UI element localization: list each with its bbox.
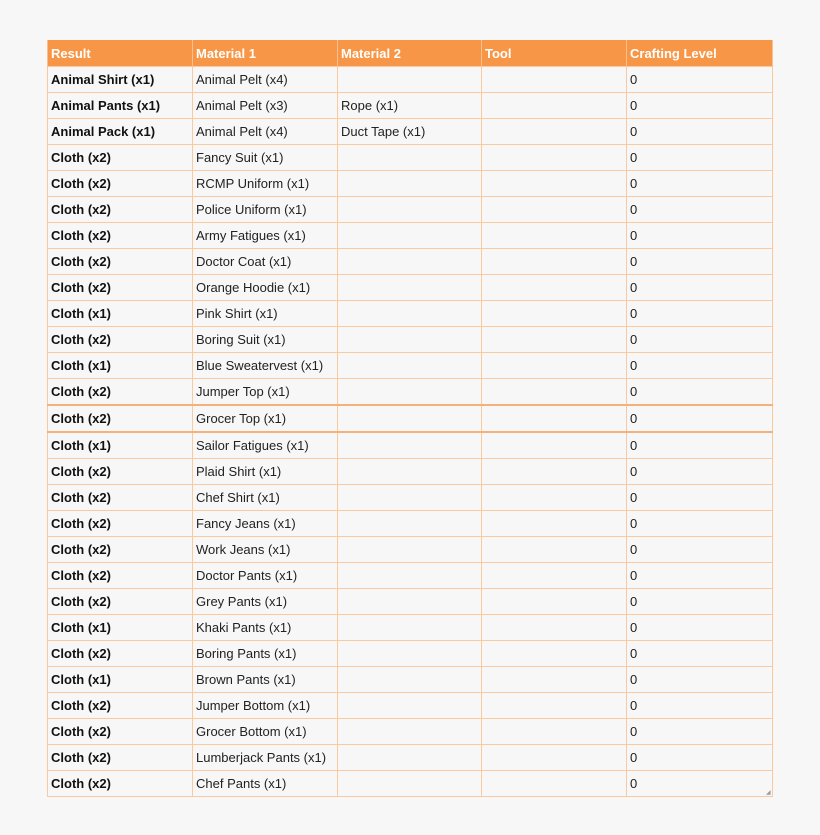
cell-material-1[interactable]: Fancy Suit (x1) [193, 145, 338, 171]
cell-material-2[interactable] [338, 459, 482, 485]
table-row [48, 459, 773, 485]
cell-material-2[interactable] [338, 405, 482, 432]
table-row [48, 379, 773, 406]
cell-crafting-level[interactable]: 0 [627, 537, 773, 563]
cell-material-2[interactable] [338, 563, 482, 589]
cell-tool[interactable] [482, 745, 627, 771]
table-row [48, 119, 773, 145]
cell-tool[interactable] [482, 719, 627, 745]
cell-material-1[interactable]: Police Uniform (x1) [193, 197, 338, 223]
cell-material-1[interactable]: Jumper Bottom (x1) [193, 693, 338, 719]
cell-crafting-level[interactable]: 0 [627, 353, 773, 379]
cell-material-1[interactable]: Sailor Fatigues (x1) [193, 432, 338, 459]
cell-crafting-level[interactable]: 0 [627, 119, 773, 145]
cell-material-1[interactable]: Chef Pants (x1) [193, 771, 338, 797]
cell-crafting-level[interactable]: 0 [627, 275, 773, 301]
cell-crafting-level[interactable]: 0 [627, 615, 773, 641]
cell-crafting-level[interactable]: 0 [627, 459, 773, 485]
cell-crafting-level[interactable]: 0 [627, 93, 773, 119]
cell-material-1[interactable]: Boring Pants (x1) [193, 641, 338, 667]
header-tool[interactable]: Tool [482, 40, 627, 67]
cell-result[interactable]: Cloth (x1) [48, 301, 193, 327]
cell-crafting-level[interactable]: 0 [627, 145, 773, 171]
cell-material-1[interactable]: Fancy Jeans (x1) [193, 511, 338, 537]
cell-material-1[interactable]: Grocer Top (x1) [193, 405, 338, 432]
cell-tool[interactable] [482, 563, 627, 589]
table-row [48, 641, 773, 667]
table-row [48, 301, 773, 327]
table-row [48, 589, 773, 615]
table-row [48, 563, 773, 589]
cell-crafting-level[interactable]: 0 [627, 223, 773, 249]
cell-material-2[interactable] [338, 719, 482, 745]
table-row [48, 771, 773, 797]
cell-material-1[interactable]: Work Jeans (x1) [193, 537, 338, 563]
cell-material-2[interactable] [338, 641, 482, 667]
table-row [48, 249, 773, 275]
cell-result[interactable]: Cloth (x2) [48, 745, 193, 771]
cell-material-2[interactable] [338, 511, 482, 537]
cell-result[interactable]: Cloth (x2) [48, 405, 193, 432]
table-row [48, 485, 773, 511]
cell-crafting-level[interactable]: 0 [627, 641, 773, 667]
cell-crafting-level[interactable]: 0 [627, 67, 773, 93]
cell-result[interactable]: Cloth (x2) [48, 223, 193, 249]
cell-material-2[interactable] [338, 745, 482, 771]
cell-tool[interactable] [482, 119, 627, 145]
cell-crafting-level[interactable]: 0 [627, 405, 773, 432]
cell-crafting-level[interactable]: 0 [627, 301, 773, 327]
cell-crafting-level[interactable]: 0 [627, 745, 773, 771]
cell-tool[interactable] [482, 353, 627, 379]
cell-crafting-level[interactable]: 0 [627, 197, 773, 223]
cell-material-1[interactable]: Blue Sweatervest (x1) [193, 353, 338, 379]
cell-crafting-level[interactable]: 0 [627, 171, 773, 197]
cell-crafting-level[interactable]: 0 [627, 485, 773, 511]
cell-material-2[interactable] [338, 171, 482, 197]
cell-result[interactable]: Cloth (x2) [48, 459, 193, 485]
cell-result[interactable]: Cloth (x2) [48, 249, 193, 275]
cell-tool[interactable] [482, 379, 627, 406]
cell-tool[interactable] [482, 771, 627, 797]
table-row [48, 327, 773, 353]
table-row [48, 511, 773, 537]
cell-material-1[interactable]: Doctor Pants (x1) [193, 563, 338, 589]
cell-result[interactable]: Cloth (x2) [48, 327, 193, 353]
header-crafting-level[interactable]: Crafting Level [627, 40, 773, 67]
header-material-1[interactable]: Material 1 [193, 40, 338, 67]
cell-material-2[interactable] [338, 223, 482, 249]
cell-tool[interactable] [482, 145, 627, 171]
header-material-2[interactable]: Material 2 [338, 40, 482, 67]
cell-result[interactable]: Cloth (x2) [48, 197, 193, 223]
cell-material-1[interactable]: Boring Suit (x1) [193, 327, 338, 353]
cell-tool[interactable] [482, 432, 627, 459]
cell-tool[interactable] [482, 485, 627, 511]
cell-tool[interactable] [482, 459, 627, 485]
cell-result[interactable]: Cloth (x2) [48, 641, 193, 667]
cell-tool[interactable] [482, 327, 627, 353]
cell-material-2[interactable] [338, 67, 482, 93]
cell-material-2[interactable] [338, 145, 482, 171]
cell-result[interactable]: Cloth (x1) [48, 667, 193, 693]
cell-material-1[interactable]: RCMP Uniform (x1) [193, 171, 338, 197]
table-row [48, 197, 773, 223]
table-row [48, 667, 773, 693]
cell-tool[interactable] [482, 511, 627, 537]
cell-tool[interactable] [482, 405, 627, 432]
cell-result[interactable]: Cloth (x2) [48, 145, 193, 171]
table-row [48, 405, 773, 432]
cell-material-1[interactable]: Animal Pelt (x4) [193, 67, 338, 93]
cell-crafting-level[interactable]: 0 [627, 511, 773, 537]
cell-material-1[interactable]: Grocer Bottom (x1) [193, 719, 338, 745]
cell-result[interactable]: Cloth (x2) [48, 511, 193, 537]
cell-material-1[interactable]: Plaid Shirt (x1) [193, 459, 338, 485]
cell-tool[interactable] [482, 693, 627, 719]
table-row [48, 145, 773, 171]
cell-material-2[interactable] [338, 301, 482, 327]
cell-material-2[interactable] [338, 353, 482, 379]
cell-result[interactable]: Cloth (x1) [48, 432, 193, 459]
table-row [48, 353, 773, 379]
cell-material-1[interactable]: Lumberjack Pants (x1) [193, 745, 338, 771]
cell-material-1[interactable]: Pink Shirt (x1) [193, 301, 338, 327]
cell-crafting-level[interactable]: 0 [627, 249, 773, 275]
cell-material-1[interactable]: Animal Pelt (x4) [193, 119, 338, 145]
table-row [48, 537, 773, 563]
cell-result[interactable]: Cloth (x2) [48, 537, 193, 563]
crafting-table [47, 40, 773, 797]
cell-material-2[interactable]: Duct Tape (x1) [338, 119, 482, 145]
cell-crafting-level[interactable]: 0 [627, 379, 773, 406]
cell-result[interactable]: Cloth (x1) [48, 615, 193, 641]
cell-material-2[interactable] [338, 589, 482, 615]
cell-material-2[interactable] [338, 667, 482, 693]
cell-material-1[interactable]: Khaki Pants (x1) [193, 615, 338, 641]
cell-material-2[interactable] [338, 249, 482, 275]
cell-material-2[interactable] [338, 615, 482, 641]
cell-material-1[interactable]: Doctor Coat (x1) [193, 249, 338, 275]
cell-material-2[interactable] [338, 771, 482, 797]
cell-result[interactable]: Cloth (x2) [48, 589, 193, 615]
cell-material-2[interactable] [338, 275, 482, 301]
table-row [48, 171, 773, 197]
cell-material-1[interactable]: Grey Pants (x1) [193, 589, 338, 615]
cell-material-1[interactable]: Brown Pants (x1) [193, 667, 338, 693]
cell-crafting-level[interactable]: 0 [627, 667, 773, 693]
cell-material-1[interactable]: Orange Hoodie (x1) [193, 275, 338, 301]
table-row [48, 432, 773, 459]
cell-tool[interactable] [482, 641, 627, 667]
cell-material-2[interactable] [338, 485, 482, 511]
cell-result[interactable]: Cloth (x2) [48, 719, 193, 745]
cell-material-2[interactable] [338, 537, 482, 563]
cell-tool[interactable] [482, 589, 627, 615]
cell-result[interactable]: Cloth (x2) [48, 275, 193, 301]
cell-crafting-level[interactable]: 0 [627, 563, 773, 589]
cell-material-2[interactable] [338, 432, 482, 459]
cell-material-1[interactable]: Animal Pelt (x3) [193, 93, 338, 119]
cell-tool[interactable] [482, 615, 627, 641]
resize-grip-icon[interactable]: ◢ [766, 790, 771, 796]
cell-tool[interactable] [482, 667, 627, 693]
cell-tool[interactable] [482, 93, 627, 119]
cell-crafting-level[interactable]: 0 [627, 589, 773, 615]
cell-result[interactable]: Animal Pack (x1) [48, 119, 193, 145]
cell-tool[interactable] [482, 275, 627, 301]
cell-tool[interactable] [482, 301, 627, 327]
cell-material-2[interactable] [338, 197, 482, 223]
cell-result[interactable]: Cloth (x2) [48, 379, 193, 406]
cell-material-1[interactable]: Jumper Top (x1) [193, 379, 338, 406]
cell-tool[interactable] [482, 197, 627, 223]
cell-result[interactable]: Cloth (x2) [48, 485, 193, 511]
table-header-row [48, 40, 773, 67]
cell-material-2[interactable]: Rope (x1) [338, 93, 482, 119]
cell-material-1[interactable]: Chef Shirt (x1) [193, 485, 338, 511]
cell-crafting-level[interactable]: 0 [627, 432, 773, 459]
cell-result[interactable]: Animal Shirt (x1) [48, 67, 193, 93]
cell-result[interactable]: Cloth (x2) [48, 563, 193, 589]
cell-result[interactable]: Cloth (x2) [48, 693, 193, 719]
table-row [48, 745, 773, 771]
cell-result[interactable]: Animal Pants (x1) [48, 93, 193, 119]
cell-tool[interactable] [482, 67, 627, 93]
cell-tool[interactable] [482, 249, 627, 275]
table-row [48, 615, 773, 641]
table-body [48, 67, 773, 797]
cell-crafting-level[interactable]: 0 [627, 771, 773, 797]
cell-tool[interactable] [482, 223, 627, 249]
cell-material-2[interactable] [338, 327, 482, 353]
cell-crafting-level[interactable]: 0 [627, 693, 773, 719]
cell-result[interactable]: Cloth (x2) [48, 771, 193, 797]
cell-crafting-level[interactable]: 0 [627, 327, 773, 353]
table-row [48, 719, 773, 745]
table-row [48, 223, 773, 249]
cell-tool[interactable] [482, 537, 627, 563]
table-row [48, 275, 773, 301]
cell-result[interactable]: Cloth (x1) [48, 353, 193, 379]
cell-result[interactable]: Cloth (x2) [48, 171, 193, 197]
table-row [48, 93, 773, 119]
cell-material-2[interactable] [338, 379, 482, 406]
cell-tool[interactable] [482, 171, 627, 197]
crafting-table-container [47, 40, 772, 797]
cell-crafting-level[interactable]: 0 [627, 719, 773, 745]
table-row [48, 693, 773, 719]
cell-material-2[interactable] [338, 693, 482, 719]
table-row [48, 67, 773, 93]
header-result[interactable]: Result [48, 40, 193, 67]
cell-material-1[interactable]: Army Fatigues (x1) [193, 223, 338, 249]
